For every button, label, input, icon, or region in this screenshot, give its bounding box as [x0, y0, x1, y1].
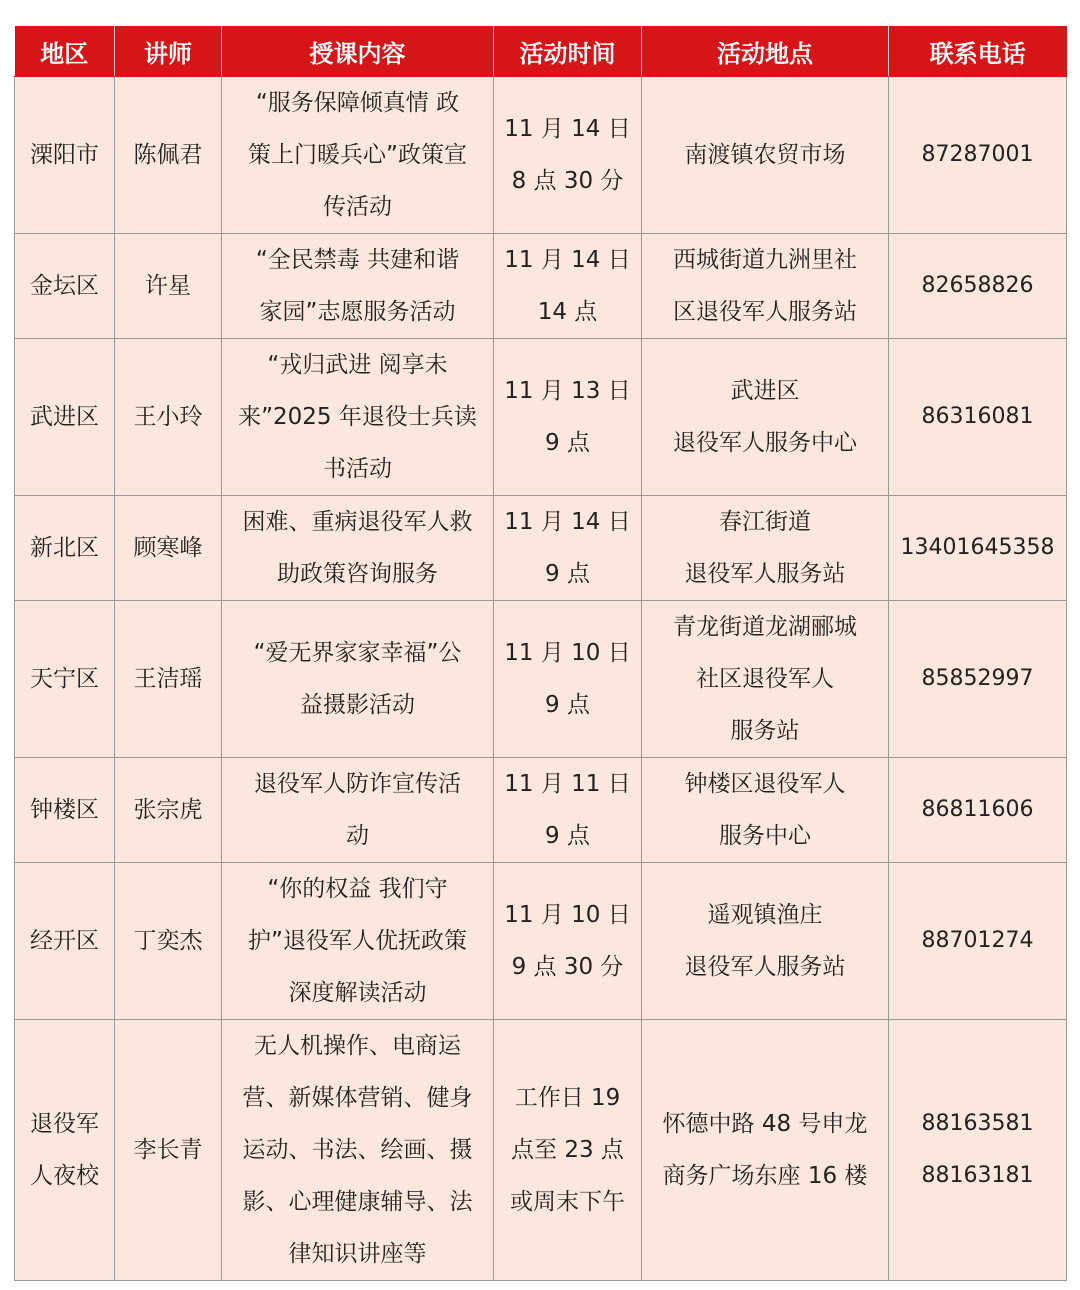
cell-region	[15, 339, 115, 496]
header-region: 地区	[15, 26, 115, 77]
table-row	[15, 77, 1067, 234]
cell-place	[642, 496, 889, 601]
time-text-line: 11 月 14 日	[504, 509, 631, 535]
cell-lecturer	[115, 863, 222, 1020]
table-body	[15, 77, 1067, 1281]
place-text-line: 西城街道九洲里社	[673, 247, 857, 273]
table-row	[15, 496, 1067, 601]
cell-region	[15, 601, 115, 758]
time-text-line: 11 月 11 日	[504, 771, 631, 797]
time-text-line: 11 月 13 日	[504, 378, 631, 404]
content-text-line: 营、新媒体营销、健身	[242, 1085, 473, 1111]
place-text-line: 退役军人服务站	[684, 954, 846, 980]
time-text-line: 11 月 10 日	[504, 902, 631, 928]
place-text-line: 社区退役军人	[696, 666, 834, 692]
cell-content	[222, 601, 494, 758]
time-text-line: 9 点	[545, 430, 590, 456]
region-text-line: 天宁区	[30, 666, 99, 692]
region-text-line: 武进区	[30, 404, 99, 430]
cell-content	[222, 339, 494, 496]
content-text-line: 传活动	[323, 194, 392, 220]
cell-phone	[889, 863, 1067, 1020]
lecturer-text: 陈佩君	[133, 142, 203, 168]
content-text-line: 策上门暖兵心”政策宣	[248, 142, 467, 168]
lecturer-text: 顾寒峰	[133, 535, 203, 561]
phone-text-line: 88163581	[921, 1111, 1034, 1136]
cell-time	[494, 601, 642, 758]
phone-text-line: 86316081	[921, 404, 1034, 429]
header-phone: 联系电话	[889, 26, 1067, 77]
cell-place	[642, 601, 889, 758]
cell-content	[222, 234, 494, 339]
place-text-line: 青龙街道龙湖郦城	[673, 614, 857, 640]
content-text-line: “爱无界家家幸福”公	[253, 640, 462, 666]
cell-place	[642, 339, 889, 496]
region-text-line: 人夜校	[30, 1163, 99, 1189]
content-text-line: 动	[346, 823, 369, 849]
place-text-line: 南渡镇农贸市场	[684, 142, 846, 168]
cell-time	[494, 339, 642, 496]
cell-phone	[889, 601, 1067, 758]
lecturer-text: 李长青	[133, 1137, 203, 1163]
region-text-line: 钟楼区	[30, 797, 99, 823]
time-text-line: 8 点 30 分	[511, 168, 624, 194]
cell-place	[642, 758, 889, 863]
place-text-line: 服务中心	[719, 823, 811, 849]
lecturer-text: 王小玲	[133, 404, 203, 430]
cell-phone	[889, 758, 1067, 863]
lecturer-text: 许星	[145, 273, 191, 299]
header-content: 授课内容	[222, 26, 494, 77]
cell-place	[642, 77, 889, 234]
content-text-line: 律知识讲座等	[288, 1241, 427, 1267]
content-text-line: “戎归武进 阅享未	[267, 352, 448, 378]
table-row	[15, 863, 1067, 1020]
time-text-line: 9 点 30 分	[511, 954, 624, 980]
header-row	[15, 26, 1067, 77]
time-text-line: 9 点	[545, 561, 590, 587]
place-text-line: 退役军人服务站	[684, 561, 846, 587]
cell-region	[15, 77, 115, 234]
table-row	[15, 234, 1067, 339]
cell-content	[222, 77, 494, 234]
place-text-line: 商务广场东座 16 楼	[662, 1163, 868, 1189]
cell-region	[15, 1020, 115, 1281]
place-text-line: 春江街道	[719, 509, 811, 535]
content-text-line: 影、心理健康辅导、法	[242, 1189, 473, 1215]
cell-time	[494, 234, 642, 339]
cell-region	[15, 234, 115, 339]
place-text-line: 怀德中路 48 号申龙	[662, 1111, 868, 1137]
region-text-line: 退役军	[30, 1111, 99, 1137]
phone-text-line: 87287001	[921, 142, 1034, 167]
region-text-line: 金坛区	[30, 273, 99, 299]
cell-lecturer	[115, 1020, 222, 1281]
cell-content	[222, 496, 494, 601]
cell-phone	[889, 1020, 1067, 1281]
cell-place	[642, 234, 889, 339]
content-text-line: 运动、书法、绘画、摄	[242, 1137, 473, 1163]
cell-region	[15, 863, 115, 1020]
cell-time	[494, 758, 642, 863]
cell-time	[494, 77, 642, 234]
content-text-line: 助政策咨询服务	[277, 561, 438, 587]
content-text-line: 来”2025 年退役士兵读	[238, 404, 477, 430]
region-text-line: 经开区	[30, 928, 99, 954]
cell-time	[494, 1020, 642, 1281]
phone-text-line: 82658826	[921, 273, 1034, 298]
time-text-line: 11 月 10 日	[504, 640, 631, 666]
time-text-line: 9 点	[545, 823, 590, 849]
table-row	[15, 758, 1067, 863]
cell-lecturer	[115, 601, 222, 758]
place-text-line: 武进区	[730, 378, 800, 404]
cell-content	[222, 1020, 494, 1281]
phone-text-line: 88163181	[921, 1163, 1034, 1188]
cell-phone	[889, 339, 1067, 496]
time-text-line: 14 点	[537, 299, 598, 325]
time-text-line: 9 点	[545, 692, 590, 718]
header-place: 活动地点	[642, 26, 889, 77]
content-text-line: 退役军人防诈宣传活	[254, 771, 461, 797]
cell-lecturer	[115, 77, 222, 234]
cell-place	[642, 1020, 889, 1281]
header-lecturer: 讲师	[115, 26, 222, 77]
region-text-line: 新北区	[30, 535, 99, 561]
content-text-line: 益摄影活动	[300, 692, 415, 718]
content-text-line: 深度解读活动	[288, 980, 427, 1006]
place-text-line: 遥观镇渔庄	[707, 902, 823, 928]
cell-place	[642, 863, 889, 1020]
phone-text-line: 85852997	[921, 666, 1034, 691]
cell-phone	[889, 77, 1067, 234]
cell-phone	[889, 234, 1067, 339]
table-row	[15, 339, 1067, 496]
cell-lecturer	[115, 339, 222, 496]
phone-text-line: 88701274	[921, 928, 1034, 953]
cell-lecturer	[115, 234, 222, 339]
time-text-line: 工作日 19	[514, 1085, 621, 1111]
place-text-line: 退役军人服务中心	[673, 430, 857, 456]
header-time: 活动时间	[494, 26, 642, 77]
content-text-line: 困难、重病退役军人救	[242, 509, 473, 535]
content-text-line: 护”退役军人优抚政策	[248, 928, 467, 954]
table-header	[15, 26, 1067, 77]
region-text-line: 溧阳市	[30, 142, 99, 168]
time-text-line: 11 月 14 日	[504, 247, 631, 273]
place-text-line: 钟楼区退役军人	[684, 771, 846, 797]
activity-table	[14, 26, 1067, 1281]
cell-content	[222, 758, 494, 863]
time-text-line: 点至 23 点	[511, 1137, 624, 1163]
cell-content	[222, 863, 494, 1020]
cell-lecturer	[115, 496, 222, 601]
table-row	[15, 1020, 1067, 1281]
place-text-line: 区退役军人服务站	[673, 299, 857, 325]
cell-time	[494, 496, 642, 601]
time-text-line: 11 月 14 日	[504, 116, 631, 142]
phone-text-line: 13401645358	[900, 535, 1055, 560]
place-text-line: 服务站	[730, 718, 800, 744]
lecturer-text: 丁奕杰	[133, 928, 203, 954]
cell-region	[15, 758, 115, 863]
lecturer-text: 王洁瑶	[133, 666, 203, 692]
content-text-line: 无人机操作、电商运	[254, 1033, 461, 1059]
phone-text-line: 86811606	[921, 797, 1034, 822]
cell-phone	[889, 496, 1067, 601]
table-row	[15, 601, 1067, 758]
cell-time	[494, 863, 642, 1020]
content-text-line: 书活动	[323, 456, 392, 482]
lecturer-text: 张宗虎	[133, 797, 203, 823]
cell-lecturer	[115, 758, 222, 863]
content-text-line: 家园”志愿服务活动	[259, 299, 456, 325]
cell-region	[15, 496, 115, 601]
content-text-line: “服务保障倾真情 政	[255, 90, 460, 116]
content-text-line: “你的权益 我们守	[267, 876, 448, 902]
content-text-line: “全民禁毒 共建和谐	[255, 247, 460, 273]
time-text-line: 或周末下午	[510, 1189, 625, 1215]
